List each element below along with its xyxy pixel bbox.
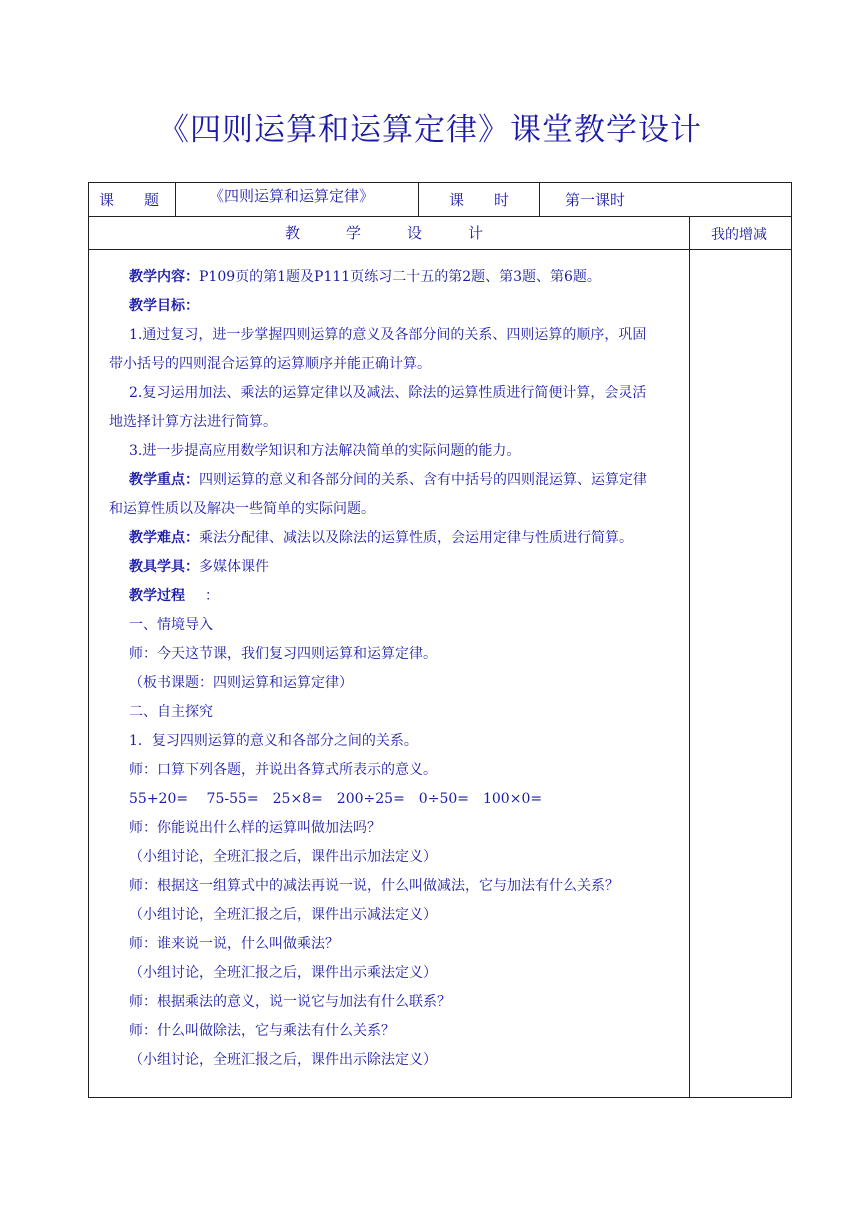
content-line: 一、情境导入 bbox=[129, 617, 213, 633]
content-line: 师：口算下列各题，并说出各算式所表示的意义。 bbox=[129, 762, 437, 778]
document-title: 《四则运算和运算定律》课堂教学设计 bbox=[158, 112, 702, 148]
content-text: P109页的第1题及P111页练习二十五的第2题、第3题、第6题。 bbox=[199, 269, 601, 285]
row-divider bbox=[89, 249, 791, 250]
lesson-content bbox=[109, 263, 689, 1075]
content-label: 教学内容： bbox=[129, 269, 199, 285]
content-line bbox=[109, 582, 689, 611]
difficulties-text: 乘法分配律、减法以及除法的运算性质，会运用定律与性质进行简算。 bbox=[199, 530, 633, 546]
content-line: 1.通过复习，进一步掌握四则运算的意义及各部分间的关系、四则运算的顺序，巩固 bbox=[129, 327, 647, 343]
process-colon: ： bbox=[205, 588, 219, 604]
topic-label: 课 题 bbox=[99, 191, 160, 209]
col-divider bbox=[175, 183, 176, 216]
period-value: 第一课时 bbox=[565, 191, 626, 209]
content-line: 地选择计算方法进行简算。 bbox=[109, 414, 277, 430]
content-line: 55+20= 75-55= 25×8= 200÷25= 0÷50= 100×0= bbox=[129, 791, 543, 807]
content-line bbox=[109, 466, 689, 495]
col-divider bbox=[418, 183, 419, 216]
content-line bbox=[109, 553, 689, 582]
content-line: 3.进一步提高应用数学知识和方法解决简单的实际问题的能力。 bbox=[129, 443, 521, 459]
notes-label: 我的增减 bbox=[711, 227, 767, 243]
period-label: 课 时 bbox=[449, 191, 510, 209]
tools-text: 多媒体课件 bbox=[199, 559, 269, 575]
difficulties-label: 教学难点： bbox=[129, 530, 199, 546]
content-line: （板书课题：四则运算和运算定律） bbox=[129, 675, 353, 691]
process-label: 教学过程 bbox=[129, 588, 185, 604]
content-line: 师：根据这一组算式中的减法再说一说，什么叫做减法，它与加法有什么关系？ bbox=[129, 878, 619, 894]
content-line: 二、自主探究 bbox=[129, 704, 213, 720]
design-label: 教学设计 bbox=[285, 224, 530, 242]
topic-value: 《四则运算和运算定律》 bbox=[209, 187, 375, 205]
key-points-label: 教学重点： bbox=[129, 472, 199, 488]
row-divider bbox=[89, 216, 791, 217]
content-line bbox=[109, 263, 689, 292]
content-line: 师：什么叫做除法，它与乘法有什么关系？ bbox=[129, 1023, 395, 1039]
content-line: 师：你能说出什么样的运算叫做加法吗？ bbox=[129, 820, 381, 836]
tools-label: 教具学具： bbox=[129, 559, 199, 575]
content-line: 2.复习运用加法、乘法的运算定律以及减法、除法的运算性质进行简便计算，会灵活 bbox=[129, 385, 647, 401]
content-line: 师：根据乘法的意义，说一说它与加法有什么联系？ bbox=[129, 994, 451, 1010]
content-line: 师：谁来说一说，什么叫做乘法？ bbox=[129, 936, 339, 952]
key-points-text: 四则运算的意义和各部分间的关系、含有中括号的四则混运算、运算定律 bbox=[199, 472, 647, 488]
content-line: 带小括号的四则混合运算的运算顺序并能正确计算。 bbox=[109, 356, 431, 372]
content-line: （小组讨论，全班汇报之后，课件出示加法定义） bbox=[129, 849, 437, 865]
content-line bbox=[109, 292, 689, 321]
col-divider bbox=[539, 183, 540, 216]
content-line: 和运算性质以及解决一些简单的实际问题。 bbox=[109, 501, 375, 517]
lesson-plan-table bbox=[88, 182, 792, 1098]
content-line: （小组讨论，全班汇报之后，课件出示减法定义） bbox=[129, 907, 437, 923]
col-divider bbox=[689, 216, 690, 1097]
objectives-label: 教学目标： bbox=[129, 298, 199, 314]
content-line: 1．复习四则运算的意义和各部分之间的关系。 bbox=[129, 733, 418, 749]
content-line: （小组讨论，全班汇报之后，课件出示除法定义） bbox=[129, 1052, 437, 1068]
content-line: 师：今天这节课，我们复习四则运算和运算定律。 bbox=[129, 646, 437, 662]
content-line: （小组讨论，全班汇报之后，课件出示乘法定义） bbox=[129, 965, 437, 981]
content-line bbox=[109, 524, 689, 553]
